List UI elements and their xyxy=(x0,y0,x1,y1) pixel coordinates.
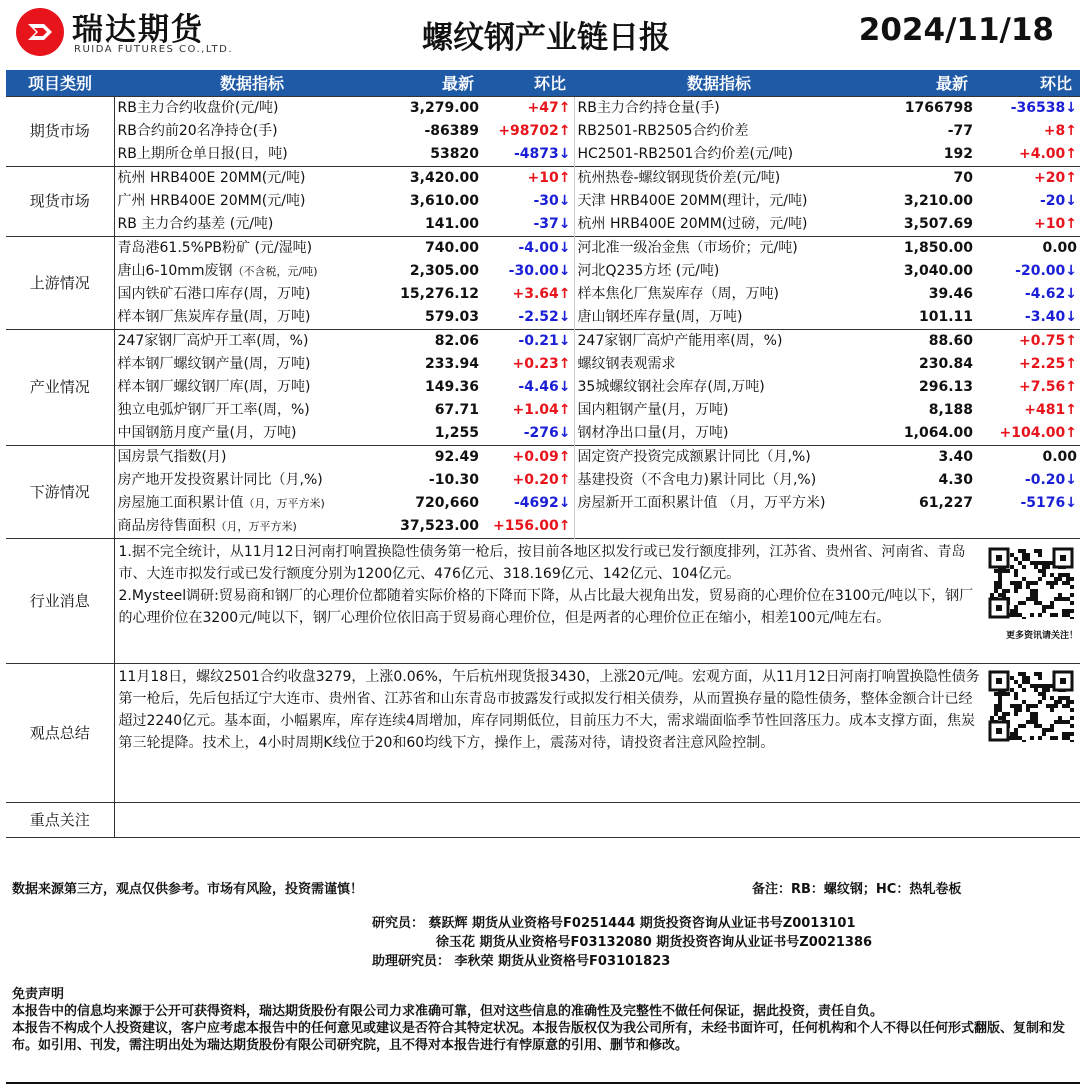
bottom-divider xyxy=(6,1082,1080,1084)
disclaimer-text-1: 本报告中的信息均来源于公开可获得资料，瑞达期货股份有限公司力求准确可靠，但对这些信息的准确性及完整性不做任何保证，据此投资，责任自负。 xyxy=(12,1004,884,1019)
change-value-left xyxy=(482,330,574,354)
arrow-up-icon: ↑ xyxy=(558,472,571,488)
indicator-name-right: 天津 HRB400E 20MM(理计，元/吨) xyxy=(574,190,864,213)
arrow-down-icon: ↓ xyxy=(558,495,571,511)
change-text: -0.21 xyxy=(518,333,559,349)
change-text: -276 xyxy=(523,425,559,441)
change-text: +156.00 xyxy=(493,518,559,534)
indicator-name-text: RB上期所仓单日报(日，吨) xyxy=(117,146,288,162)
change-text: +2.25 xyxy=(1018,356,1066,372)
header-latest-left: 最新 xyxy=(390,70,482,97)
indicator-name-right: 样本焦化厂焦炭库存（周，万吨) xyxy=(574,283,864,306)
table-row xyxy=(6,143,1080,167)
change-value-left xyxy=(482,143,574,167)
latest-value-left: 1,255 xyxy=(434,425,479,441)
indicator-name-left xyxy=(114,399,390,422)
change-value-left xyxy=(482,306,574,330)
latest-value-left: -10.30 xyxy=(428,472,479,488)
category-cell: 现货市场 xyxy=(6,167,114,237)
indicator-name-text: 国内铁矿石港口库存(周，万吨) xyxy=(117,286,311,302)
change-value-right xyxy=(976,353,1080,376)
indicator-name-right: 固定资产投资完成额累计同比（月,%) xyxy=(574,446,864,470)
change-value-right xyxy=(976,306,1080,330)
change-value-left xyxy=(482,167,574,191)
header-category: 项目类别 xyxy=(6,70,114,97)
change-text: +10 xyxy=(527,170,559,186)
change-value-right xyxy=(976,469,1080,492)
arrow-up-icon: ↑ xyxy=(1065,333,1077,349)
change-value-left xyxy=(482,515,574,539)
latest-value-right: 296.13 xyxy=(918,379,973,395)
latest-value-left: 67.71 xyxy=(434,402,479,418)
latest-value-left: 37,523.00 xyxy=(400,518,479,534)
source-note: 数据来源第三方，观点仅供参考。市场有风险，投资需谨慎！ xyxy=(12,882,364,897)
indicator-name-text: 房产地开发投资累计同比（月,%) xyxy=(117,472,323,488)
change-value-right xyxy=(976,120,1080,143)
indicator-name-left xyxy=(114,260,390,283)
indicator-name-left xyxy=(114,306,390,330)
brand-english-name: RUIDA FUTURES CO.,LTD. xyxy=(74,44,234,55)
table-row xyxy=(6,306,1080,330)
table-row xyxy=(6,446,1080,470)
change-value-right xyxy=(976,237,1080,261)
qr-code-icon xyxy=(988,547,1074,619)
table-header-row xyxy=(6,70,1080,97)
table-row xyxy=(6,492,1080,515)
table-row xyxy=(6,283,1080,306)
latest-value-left: 233.94 xyxy=(424,356,479,372)
change-value-left xyxy=(482,120,574,143)
change-text: +0.23 xyxy=(512,356,559,372)
change-text: -30 xyxy=(533,193,559,209)
change-value-right xyxy=(976,283,1080,306)
arrow-up-icon: ↑ xyxy=(558,123,571,139)
indicator-name-right: 基建投资（不含电力)累计同比（月,%) xyxy=(574,469,864,492)
latest-value-right: 3.40 xyxy=(864,446,976,470)
change-value-left xyxy=(482,422,574,446)
indicator-name-text: 样本钢厂螺纹钢厂库(周，万吨) xyxy=(117,379,311,395)
indicator-name-text: 商品房待售面积 xyxy=(117,518,216,534)
table-row xyxy=(6,237,1080,261)
change-text: +3.64 xyxy=(512,286,559,302)
indicator-name-right: 钢材净出口量(月，万吨) xyxy=(574,422,864,446)
indicator-name-left xyxy=(114,515,390,539)
arrow-down-icon: ↓ xyxy=(558,425,571,441)
focus-text xyxy=(114,803,1080,838)
indicator-name-right: 螺纹钢表观需求 xyxy=(574,353,864,376)
latest-value-right: 192 xyxy=(943,146,973,162)
latest-value-left: 720,660 xyxy=(415,495,479,511)
change-value-right xyxy=(976,190,1080,213)
disclaimer-text-2: 本报告不构成个人投资建议，客户应考虑本报告中的任何意见或建议是否符合其特定状况。本报告版权仅为我公司所有，未经书面许可，任何机构和个人不得以任何形式翻版、复制和发布。如引用、刊发，需注明出处为瑞达期货股份有限公司研究院，且不得对本报告进行有悖原意的引用、删节和修改。 xyxy=(12,1021,1066,1053)
change-value-right xyxy=(976,376,1080,399)
indicator-name-left xyxy=(114,237,390,261)
arrow-down-icon: ↓ xyxy=(1065,286,1077,302)
indicator-name-text: 房屋施工面积累计值 xyxy=(117,495,244,511)
change-text: +47 xyxy=(527,100,559,116)
change-text: -37 xyxy=(533,216,559,232)
indicator-name-left xyxy=(114,376,390,399)
change-text: -20 xyxy=(1039,193,1066,209)
summary-text: 11月18日，螺纹2501合约收盘3279，上涨0.06%，午后杭州现货报3430，上涨20元/吨。宏观方面，从11月12日河南打响置换隐性债务第一枪后，先后包括辽宁大连市、贵州省、江苏省和山东青岛市披露发行或拟发行相关债券，从而置换存量的隐性债务，整体金额合计已经超过2240亿元。基本面，小幅累库，库存连续4周增加，库存同期低位，目前压力不大，需求端面临季节性回落压力。成本支撑方面，焦炭第三轮提降。技术上，4小时周期K线位于20和60均线下方，操作上，震荡对待，请投资者注意风险控制。 xyxy=(114,664,1080,803)
arrow-down-icon: ↓ xyxy=(1065,495,1077,511)
change-text: +7.56 xyxy=(1018,379,1066,395)
change-value-left xyxy=(482,469,574,492)
indicator-name-left xyxy=(114,446,390,470)
indicator-name-text: 样本钢厂螺纹钢产量(周，万吨) xyxy=(117,356,311,372)
indicator-name-left xyxy=(114,353,390,376)
indicator-name-right: 35城螺纹钢社会库存(周,万吨) xyxy=(574,376,864,399)
brand-name: 瑞达期货 xyxy=(72,12,204,48)
table-row xyxy=(6,399,1080,422)
arrow-down-icon: ↓ xyxy=(1065,472,1077,488)
table-row xyxy=(6,469,1080,492)
change-text: +10 xyxy=(1034,216,1066,232)
news-item-1: 1.据不完全统计，从11月12日河南打响置换隐性债务第一枪后，按目前各地区拟发行或已发行额度排列，江苏省、贵州省、河南省、青岛市、大连市拟发行或已发行额度分别为1200亿元、476亿元、318.169亿元、142亿元、104亿元。 xyxy=(118,544,966,582)
researcher-line-2: 徐玉花 期货从业资格号F03132080 期货投资咨询从业证书号Z0021386 xyxy=(436,935,873,950)
indicator-name-text: 国房景气指数(月) xyxy=(117,449,227,465)
latest-value-left: 53820 xyxy=(430,146,479,162)
change-text: -4692 xyxy=(513,495,559,511)
arrow-down-icon: ↓ xyxy=(558,263,571,279)
change-text: -3.40 xyxy=(1024,309,1066,325)
wechat-qr-code-icon xyxy=(988,670,1074,742)
change-value-right xyxy=(976,446,1080,470)
assistant-researcher-line: 助理研究员： 李秋荣 期货从业资格号F03101823 xyxy=(372,954,671,969)
table-row xyxy=(6,190,1080,213)
change-text: +104.00 xyxy=(999,425,1066,441)
indicator-name-left xyxy=(114,330,390,354)
latest-value-right: 1,850.00 xyxy=(864,237,976,261)
category-cell: 重点关注 xyxy=(6,803,114,838)
category-cell: 上游情况 xyxy=(6,237,114,330)
arrow-down-icon: ↓ xyxy=(558,379,571,395)
change-text: -30.00 xyxy=(508,263,559,279)
indicator-unit-note: （月，万平方米) xyxy=(215,520,297,533)
latest-value-left: 3,610.00 xyxy=(409,193,479,209)
arrow-up-icon: ↑ xyxy=(558,170,571,186)
arrow-up-icon: ↑ xyxy=(558,100,571,116)
latest-value-left: -86389 xyxy=(424,123,479,139)
change-text: +0.09 xyxy=(512,449,559,465)
change-text: +8 xyxy=(1043,123,1066,139)
arrow-up-icon: ↑ xyxy=(1065,216,1077,232)
arrow-up-icon: ↑ xyxy=(1065,379,1077,395)
indicator-name-text: RB主力合约收盘价(元/吨) xyxy=(117,100,279,116)
table-row xyxy=(6,422,1080,446)
latest-value-left: 2,305.00 xyxy=(409,263,479,279)
change-value-right xyxy=(976,167,1080,191)
arrow-up-icon: ↑ xyxy=(558,402,571,418)
qr-caption: 更多资讯请关注！ xyxy=(1005,631,1078,641)
indicator-unit-note: （月，万平方米) xyxy=(243,497,325,510)
change-text: +1.04 xyxy=(512,402,559,418)
arrow-up-icon: ↑ xyxy=(1065,402,1077,418)
arrow-up-icon: ↑ xyxy=(1065,425,1077,441)
header-indicator-right: 数据指标 xyxy=(574,70,864,97)
change-value-left xyxy=(482,446,574,470)
change-text: +0.75 xyxy=(1018,333,1066,349)
indicator-name-text: 样本钢厂焦炭库存量(周，万吨) xyxy=(117,309,311,325)
indicator-name-text: 广州 HRB400E 20MM(元/吨) xyxy=(117,193,306,209)
change-value-left xyxy=(482,97,574,121)
arrow-down-icon: ↓ xyxy=(1065,193,1077,209)
table-body xyxy=(6,97,1080,838)
latest-value-right: 8,188 xyxy=(928,402,973,418)
latest-value-right: 3,507.69 xyxy=(903,216,973,232)
arrow-up-icon: ↑ xyxy=(1065,123,1077,139)
indicator-name-left xyxy=(114,213,390,237)
indicator-name-left xyxy=(114,422,390,446)
category-cell: 期货市场 xyxy=(6,97,114,167)
researcher-line-1: 研究员： 蔡跃辉 期货从业资格号F0251444 期货投资咨询从业证书号Z0013101 xyxy=(372,916,856,931)
latest-value-left: 3,420.00 xyxy=(390,167,482,191)
change-value-right xyxy=(976,515,1080,539)
indicator-name-text: 唐山6-10mm废钢 xyxy=(117,263,233,279)
change-text: +0.20 xyxy=(512,472,559,488)
disclaimer-title: 免责声明 xyxy=(12,987,65,1002)
disclaimer xyxy=(12,986,1078,1054)
indicator-name-right: 杭州 HRB400E 20MM(过磅，元/吨) xyxy=(574,213,864,237)
indicator-name-right: HC2501-RB2501合约价差(元/吨) xyxy=(574,143,864,167)
header-change-left: 环比 xyxy=(482,70,574,97)
category-cell: 观点总结 xyxy=(6,664,114,803)
change-value-right xyxy=(976,143,1080,167)
indicator-name-right: 国内粗钢产量(月，万吨) xyxy=(574,399,864,422)
latest-value-right: 88.60 xyxy=(864,330,976,354)
indicator-name-left xyxy=(114,97,390,121)
table-row xyxy=(6,97,1080,121)
category-cell: 产业情况 xyxy=(6,330,114,446)
latest-value-left: 3,279.00 xyxy=(390,97,482,121)
latest-value-left: 740.00 xyxy=(390,237,482,261)
change-text: -36538 xyxy=(1010,100,1066,116)
indicator-name-left xyxy=(114,167,390,191)
latest-value-right: 3,210.00 xyxy=(903,193,973,209)
latest-value-right: 4.30 xyxy=(938,472,973,488)
change-value-right xyxy=(976,399,1080,422)
indicator-name-text: 中国钢筋月度产量(月，万吨) xyxy=(117,425,297,441)
table-row xyxy=(6,260,1080,283)
change-value-left xyxy=(482,260,574,283)
change-text: -4873 xyxy=(513,146,559,162)
ruida-logo-icon xyxy=(14,6,66,58)
latest-value-right: 61,227 xyxy=(918,495,973,511)
arrow-up-icon: ↑ xyxy=(1065,146,1077,162)
industry-news-text xyxy=(114,539,1080,664)
arrow-up-icon: ↑ xyxy=(558,449,571,465)
focus-row xyxy=(6,803,1080,838)
indicator-name-text: 杭州 HRB400E 20MM(元/吨) xyxy=(117,170,306,186)
report-date: 2024/11/18 xyxy=(858,12,1054,48)
change-value-left xyxy=(482,492,574,515)
indicator-name-right: 唐山钢坯库存量(周，万吨) xyxy=(574,306,864,330)
table-row xyxy=(6,515,1080,539)
change-text: -5176 xyxy=(1020,495,1066,511)
remark: 备注：RB：螺纹钢；HC：热轧卷板 xyxy=(752,882,962,897)
data-table xyxy=(6,70,1080,838)
change-text: -0.20 xyxy=(1024,472,1066,488)
latest-value-right: -77 xyxy=(947,123,973,139)
latest-value-right: 101.11 xyxy=(918,309,973,325)
indicator-name-text: RB 主力合约基差 (元/吨) xyxy=(117,216,274,232)
report-title: 螺纹钢产业链日报 xyxy=(422,20,670,56)
arrow-down-icon: ↓ xyxy=(558,309,571,325)
latest-value-left: 579.03 xyxy=(424,309,479,325)
latest-value-left: 15,276.12 xyxy=(400,286,479,302)
change-text: 0.00 xyxy=(1042,240,1077,256)
change-text: -4.46 xyxy=(518,379,559,395)
indicator-unit-note: （不含税，元/吨) xyxy=(232,265,318,278)
table-row xyxy=(6,376,1080,399)
arrow-down-icon: ↓ xyxy=(1065,263,1077,279)
change-value-right xyxy=(976,213,1080,237)
change-value-right xyxy=(976,260,1080,283)
header-change-right: 环比 xyxy=(976,70,1080,97)
indicator-name-right: 房屋新开工面积累计值 （月，万平方米) xyxy=(574,492,864,515)
header-indicator-left: 数据指标 xyxy=(114,70,390,97)
arrow-down-icon: ↓ xyxy=(558,193,571,209)
change-value-left xyxy=(482,213,574,237)
change-value-right xyxy=(976,97,1080,121)
change-text: -2.52 xyxy=(518,309,559,325)
indicator-name-right: RB2501-RB2505合约价差 xyxy=(574,120,864,143)
latest-value-left: 141.00 xyxy=(424,216,479,232)
indicator-name-right: 247家钢厂高炉产能用率(周，%) xyxy=(574,330,864,354)
news-item-2: 2.Mysteel调研:贸易商和钢厂的心理价位都随着实际价格的下降而下降，从占比最大视角出发，贸易商的心理价位在3100元/吨以下，钢厂的心理价位在3200元/吨以下，钢厂心理价位依旧高于贸易商心理价位，但是两者的心理价位正在缩小，相差100元/吨左右。 xyxy=(118,588,974,626)
change-text: 0.00 xyxy=(1042,449,1077,465)
change-value-right xyxy=(976,330,1080,354)
change-value-left xyxy=(482,190,574,213)
arrow-down-icon: ↓ xyxy=(558,216,571,232)
latest-value-right xyxy=(864,515,976,539)
report-header xyxy=(0,0,1086,68)
indicator-name-right: RB主力合约持仓量(手) xyxy=(574,97,864,121)
industry-news-row xyxy=(6,539,1080,664)
indicator-name-left xyxy=(114,469,390,492)
category-cell: 下游情况 xyxy=(6,446,114,539)
latest-value-right: 1,064.00 xyxy=(903,425,973,441)
table-row xyxy=(6,330,1080,354)
latest-value-right: 70 xyxy=(864,167,976,191)
arrow-down-icon: ↓ xyxy=(558,333,571,349)
change-text: +20 xyxy=(1034,170,1066,186)
indicator-name-right xyxy=(574,515,864,539)
latest-value-right: 39.46 xyxy=(928,286,973,302)
change-value-left xyxy=(482,237,574,261)
latest-value-left: 82.06 xyxy=(390,330,482,354)
header-latest-right: 最新 xyxy=(864,70,976,97)
table-row xyxy=(6,120,1080,143)
indicator-name-left xyxy=(114,283,390,306)
indicator-name-left xyxy=(114,492,390,515)
indicator-name-right: 河北准一级冶金焦（市场价；元/吨) xyxy=(574,237,864,261)
change-value-left xyxy=(482,399,574,422)
arrow-down-icon: ↓ xyxy=(1065,309,1077,325)
category-cell: 行业消息 xyxy=(6,539,114,664)
change-value-right xyxy=(976,422,1080,446)
indicator-name-right: 河北Q235方坯 (元/吨) xyxy=(574,260,864,283)
latest-value-left: 92.49 xyxy=(390,446,482,470)
indicator-name-left xyxy=(114,190,390,213)
indicator-name-text: 青岛港61.5%PB粉矿 (元/湿吨) xyxy=(117,240,313,256)
latest-value-right: 1766798 xyxy=(864,97,976,121)
table-row xyxy=(6,353,1080,376)
indicator-name-text: RB合约前20名净持仓(手) xyxy=(117,123,278,139)
arrow-up-icon: ↑ xyxy=(558,518,571,534)
latest-value-right: 3,040.00 xyxy=(903,263,973,279)
arrow-up-icon: ↑ xyxy=(558,356,571,372)
indicator-name-left xyxy=(114,143,390,167)
change-text: -20.00 xyxy=(1015,263,1066,279)
arrow-up-icon: ↑ xyxy=(1065,170,1077,186)
latest-value-right: 230.84 xyxy=(918,356,973,372)
change-value-right xyxy=(976,492,1080,515)
arrow-down-icon: ↓ xyxy=(558,146,571,162)
arrow-up-icon: ↑ xyxy=(558,286,571,302)
indicator-name-text: 独立电弧炉钢厂开工率(周，%) xyxy=(117,402,310,418)
change-text: +4.00 xyxy=(1018,146,1066,162)
table-row xyxy=(6,213,1080,237)
change-value-left xyxy=(482,376,574,399)
arrow-down-icon: ↓ xyxy=(1065,100,1077,116)
indicator-name-text: 247家钢厂高炉开工率(周，%) xyxy=(117,333,309,349)
indicator-name-right: 杭州热卷-螺纹钢现货价差(元/吨) xyxy=(574,167,864,191)
summary-row xyxy=(6,664,1080,803)
indicator-name-left xyxy=(114,120,390,143)
change-value-left xyxy=(482,353,574,376)
change-text: -4.62 xyxy=(1024,286,1066,302)
latest-value-left: 149.36 xyxy=(424,379,479,395)
change-text: +98702 xyxy=(498,123,559,139)
change-text: -4.00 xyxy=(518,240,559,256)
change-value-left xyxy=(482,283,574,306)
arrow-up-icon: ↑ xyxy=(1065,356,1077,372)
arrow-down-icon: ↓ xyxy=(558,240,571,256)
change-text: +481 xyxy=(1024,402,1066,418)
table-row xyxy=(6,167,1080,191)
